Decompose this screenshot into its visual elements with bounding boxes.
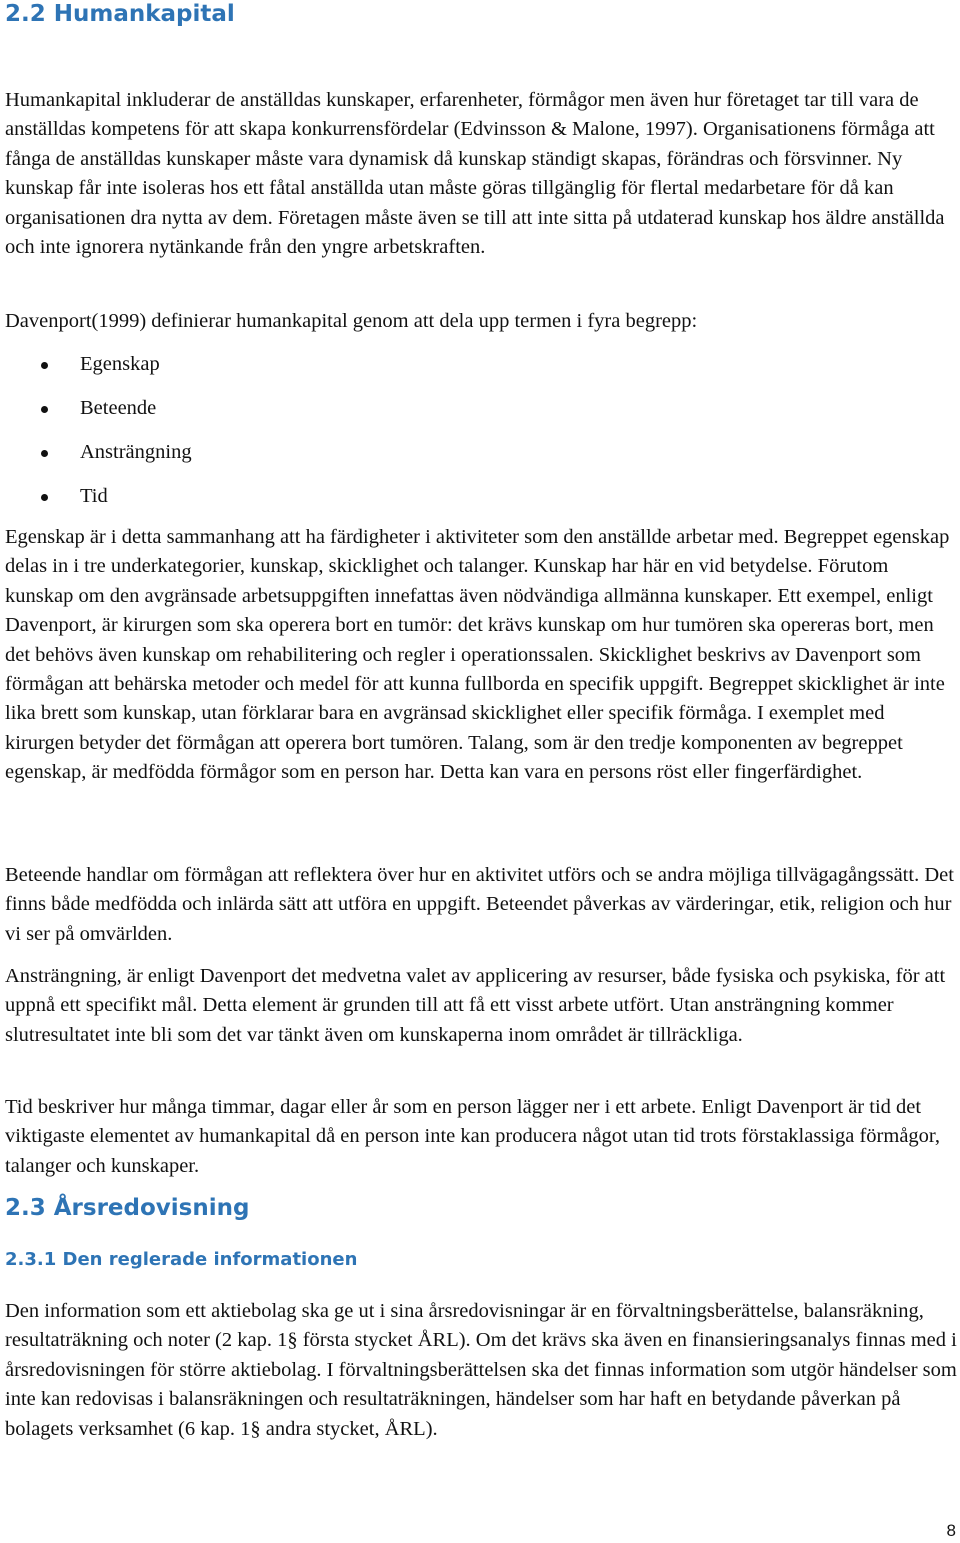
paragraph-reglerade-informationen: Den information som ett aktiebolag ska ge ut i sina årsredovisningar är en förvaltningsberättelse, balansräkning, resultaträkning och noter (2 kap. 1§ första stycket ÅRL). Om det krävs ska även en finansieringsanalys finnas med i årsredovisningen för större aktiebolag. I förvaltningsberättelsen ska det finnas information som utgör händelser som inte kan redovisas i balansräkningen och resultaträkningen, händelser som har haft en betydande påverkan på bolagets verksamhet (6 kap. 1§ andra stycket, ÅRL).: [5, 1300, 957, 1440]
bullet-icon: [41, 450, 48, 457]
paragraph-tid: Tid beskriver hur många timmar, dagar eller år som en person lägger ner i ett arbete. Enligt Davenport är tid det viktigaste elementet av humankapital då en person inte kan producera något utan tid trots förstaklassiga förmågor, talanger och kunskaper.: [5, 1096, 941, 1177]
bullet-icon: [41, 406, 48, 413]
paragraph-davenport-definition: Davenport(1999) definierar humankapital genom att dela upp termen i fyra begrepp:: [5, 310, 698, 332]
bullet-icon: [41, 362, 48, 369]
section-heading-2-3: 2.3 Årsredovisning: [5, 1195, 250, 1221]
bullet-icon: [41, 494, 48, 501]
paragraph-egenskap: Egenskap är i detta sammanhang att ha färdigheter i aktiviteter som den anställde arbetar med. Begreppet egenskap delas in i tre underkategorier, kunskap, skicklighet och talanger. Kunskap har här en vid betydelse. Förutom kunskap om den avgränsade arbetsuppgiften innefattas även nödvändiga allmänna kunskaper. Ett exempel, enligt Davenport, är kirurgen som ska operera bort en tumör: det krävs kunskap om hur tumören ska opereras bort, men det behövs även kunskap om rehabilitering och regler i operationssalen. Skicklighet beskrivs av Davenport som förmågan att behärska metoder och medel för att kunna fullborda en specifik uppgift. Begreppet skicklighet är inte lika brett som kunskap, utan förklarar bara en avgränsad skicklighet eller specifik förmåga. I exemplet med kirurgen betyder det förmågan att operera bort tumören. Talang, som är den tredje komponenten av begreppet egenskap, är medfödda förmågor som en person har. Detta kan vara en persons röst eller fingerfärdighet.: [5, 526, 950, 784]
paragraph-anstrangning: Ansträngning, är enligt Davenport det medvetna valet av applicering av resurser, både fysiska och psykiska, för att uppnå ett specifikt mål. Detta element är grunden till att få ett visst arbete utfört. Utan ansträngning kommer slutresultatet inte bli som det var tänkt även om kunskaperna inom området är tillräckliga.: [5, 965, 946, 1046]
list-item-label: Tid: [80, 485, 108, 507]
section-heading-2-2: 2.2 Humankapital: [5, 1, 235, 27]
paragraph-beteende: Beteende handlar om förmågan att reflektera över hur en aktivitet utförs och se andra möjliga tillvägagångssätt. Det finns både medfödda och inlärda sätt att utföra en uppgift. Beteendet påverkas av värderingar, etik, religion och hur vi ser på omvärlden.: [5, 864, 954, 945]
page-number: 8: [946, 1521, 956, 1540]
list-item-label: Beteende: [80, 397, 157, 419]
paragraph-humankapital-intro: Humankapital inkluderar de anställdas kunskaper, erfarenheter, förmågor men även hur företaget tar till vara de anställdas kompetens för att skapa konkurrensfördelar (Edvinsson & Malone, 1997). Organisationens förmåga att fånga de anställdas kunskaper måste vara dynamisk då kunskap ständigt skapas, förändras och försvinner. Ny kunskap får inte isoleras hos ett fåtal anställda utan måste göras tillgänglig för flertal medarbetare för då kan organisationen dra nytta av dem. Företagen måste även se till att inte sitta på utdaterad kunskap hos äldre anställda och inte ignorera nytänkande från den yngre arbetskraften.: [5, 89, 945, 259]
list-item-label: Ansträngning: [80, 441, 192, 463]
list-item-label: Egenskap: [80, 353, 160, 375]
subsection-heading-2-3-1: 2.3.1 Den reglerade informationen: [5, 1249, 358, 1270]
